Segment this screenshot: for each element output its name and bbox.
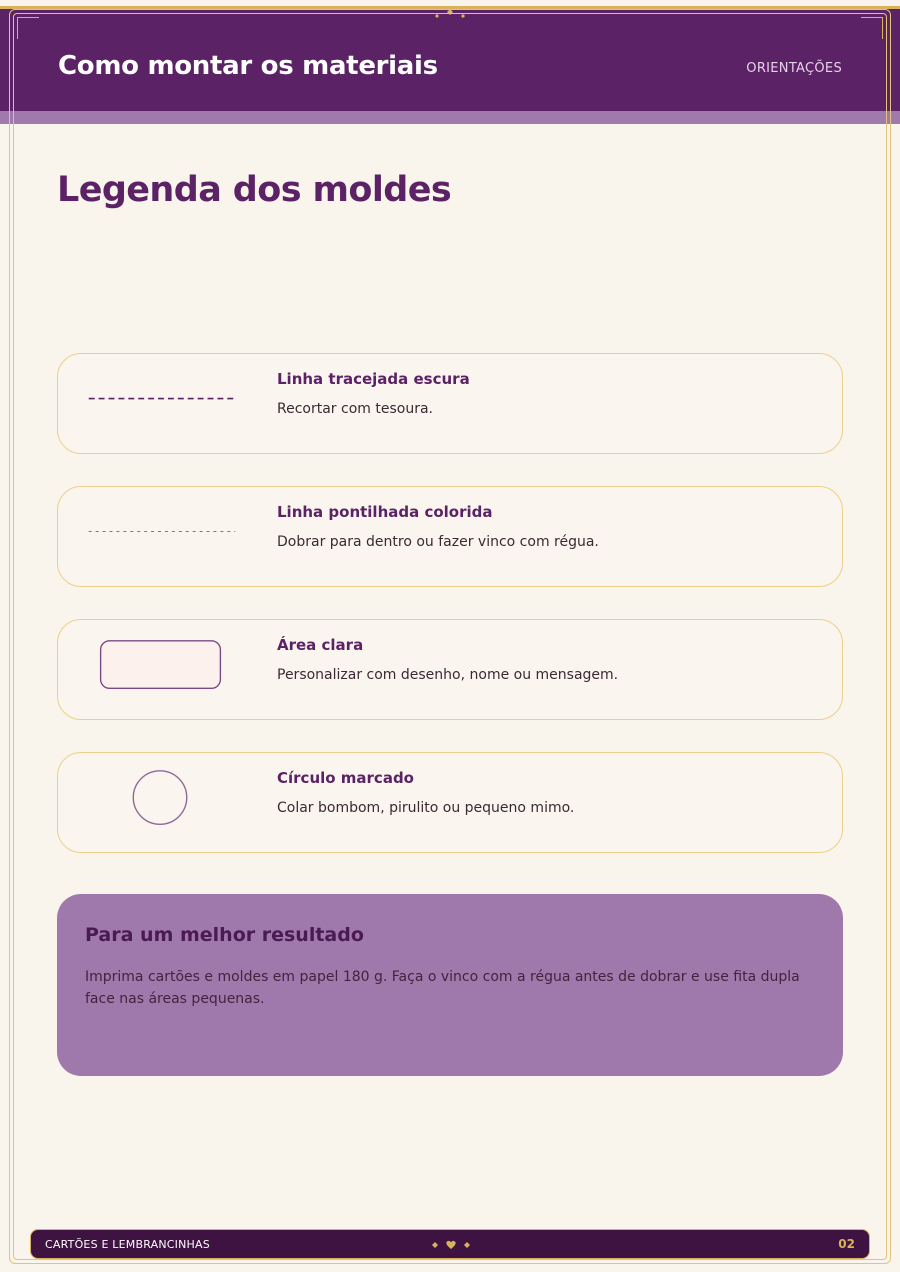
legend-card-circle [57,752,843,853]
outlined-circle-icon [86,753,236,852]
dark-dashed-line-icon [86,354,236,453]
legend-card-dashed [57,353,843,454]
legend-title: Área clara [277,636,364,654]
tip-title: Para um melhor resultado [85,924,364,946]
tip-text: Imprima cartões e moldes em papel 180 g. Faça o vinco com a régua antes de dobrar e use fita dupla face nas áreas pequenas. [85,969,800,1007]
legend-title: Círculo marcado [277,769,414,787]
legend-title: Linha pontilhada colorida [277,503,493,521]
light-area-rectangle-icon [86,620,236,719]
legend-description: Recortar com tesoura. [277,401,433,417]
page-title: Legenda dos moldes [57,170,452,210]
header-title: Como montar os materiais [58,51,438,81]
legend-card-light-area [57,619,843,720]
header-section-label: ORIENTAÇÕES [746,61,842,76]
colored-dotted-line-icon [86,487,236,586]
footer-bar [30,1229,870,1259]
legend-description: Colar bombom, pirulito ou pequeno mimo. [277,800,575,816]
legend-description: Dobrar para dentro ou fazer vinco com régua. [277,534,599,550]
header-bar [0,9,900,111]
page-number: 02 [838,1237,855,1251]
footer-ornament-icon [429,1237,473,1253]
footer-section-label: CARTÕES E LEMBRANCINHAS [45,1238,210,1251]
header-accent-strip [0,111,900,124]
legend-card-dotted [57,486,843,587]
header-ornament-icon [431,8,469,22]
legend-title: Linha tracejada escura [277,370,470,388]
legend-description: Personalizar com desenho, nome ou mensagem. [277,667,619,683]
tip-box [57,894,843,1076]
